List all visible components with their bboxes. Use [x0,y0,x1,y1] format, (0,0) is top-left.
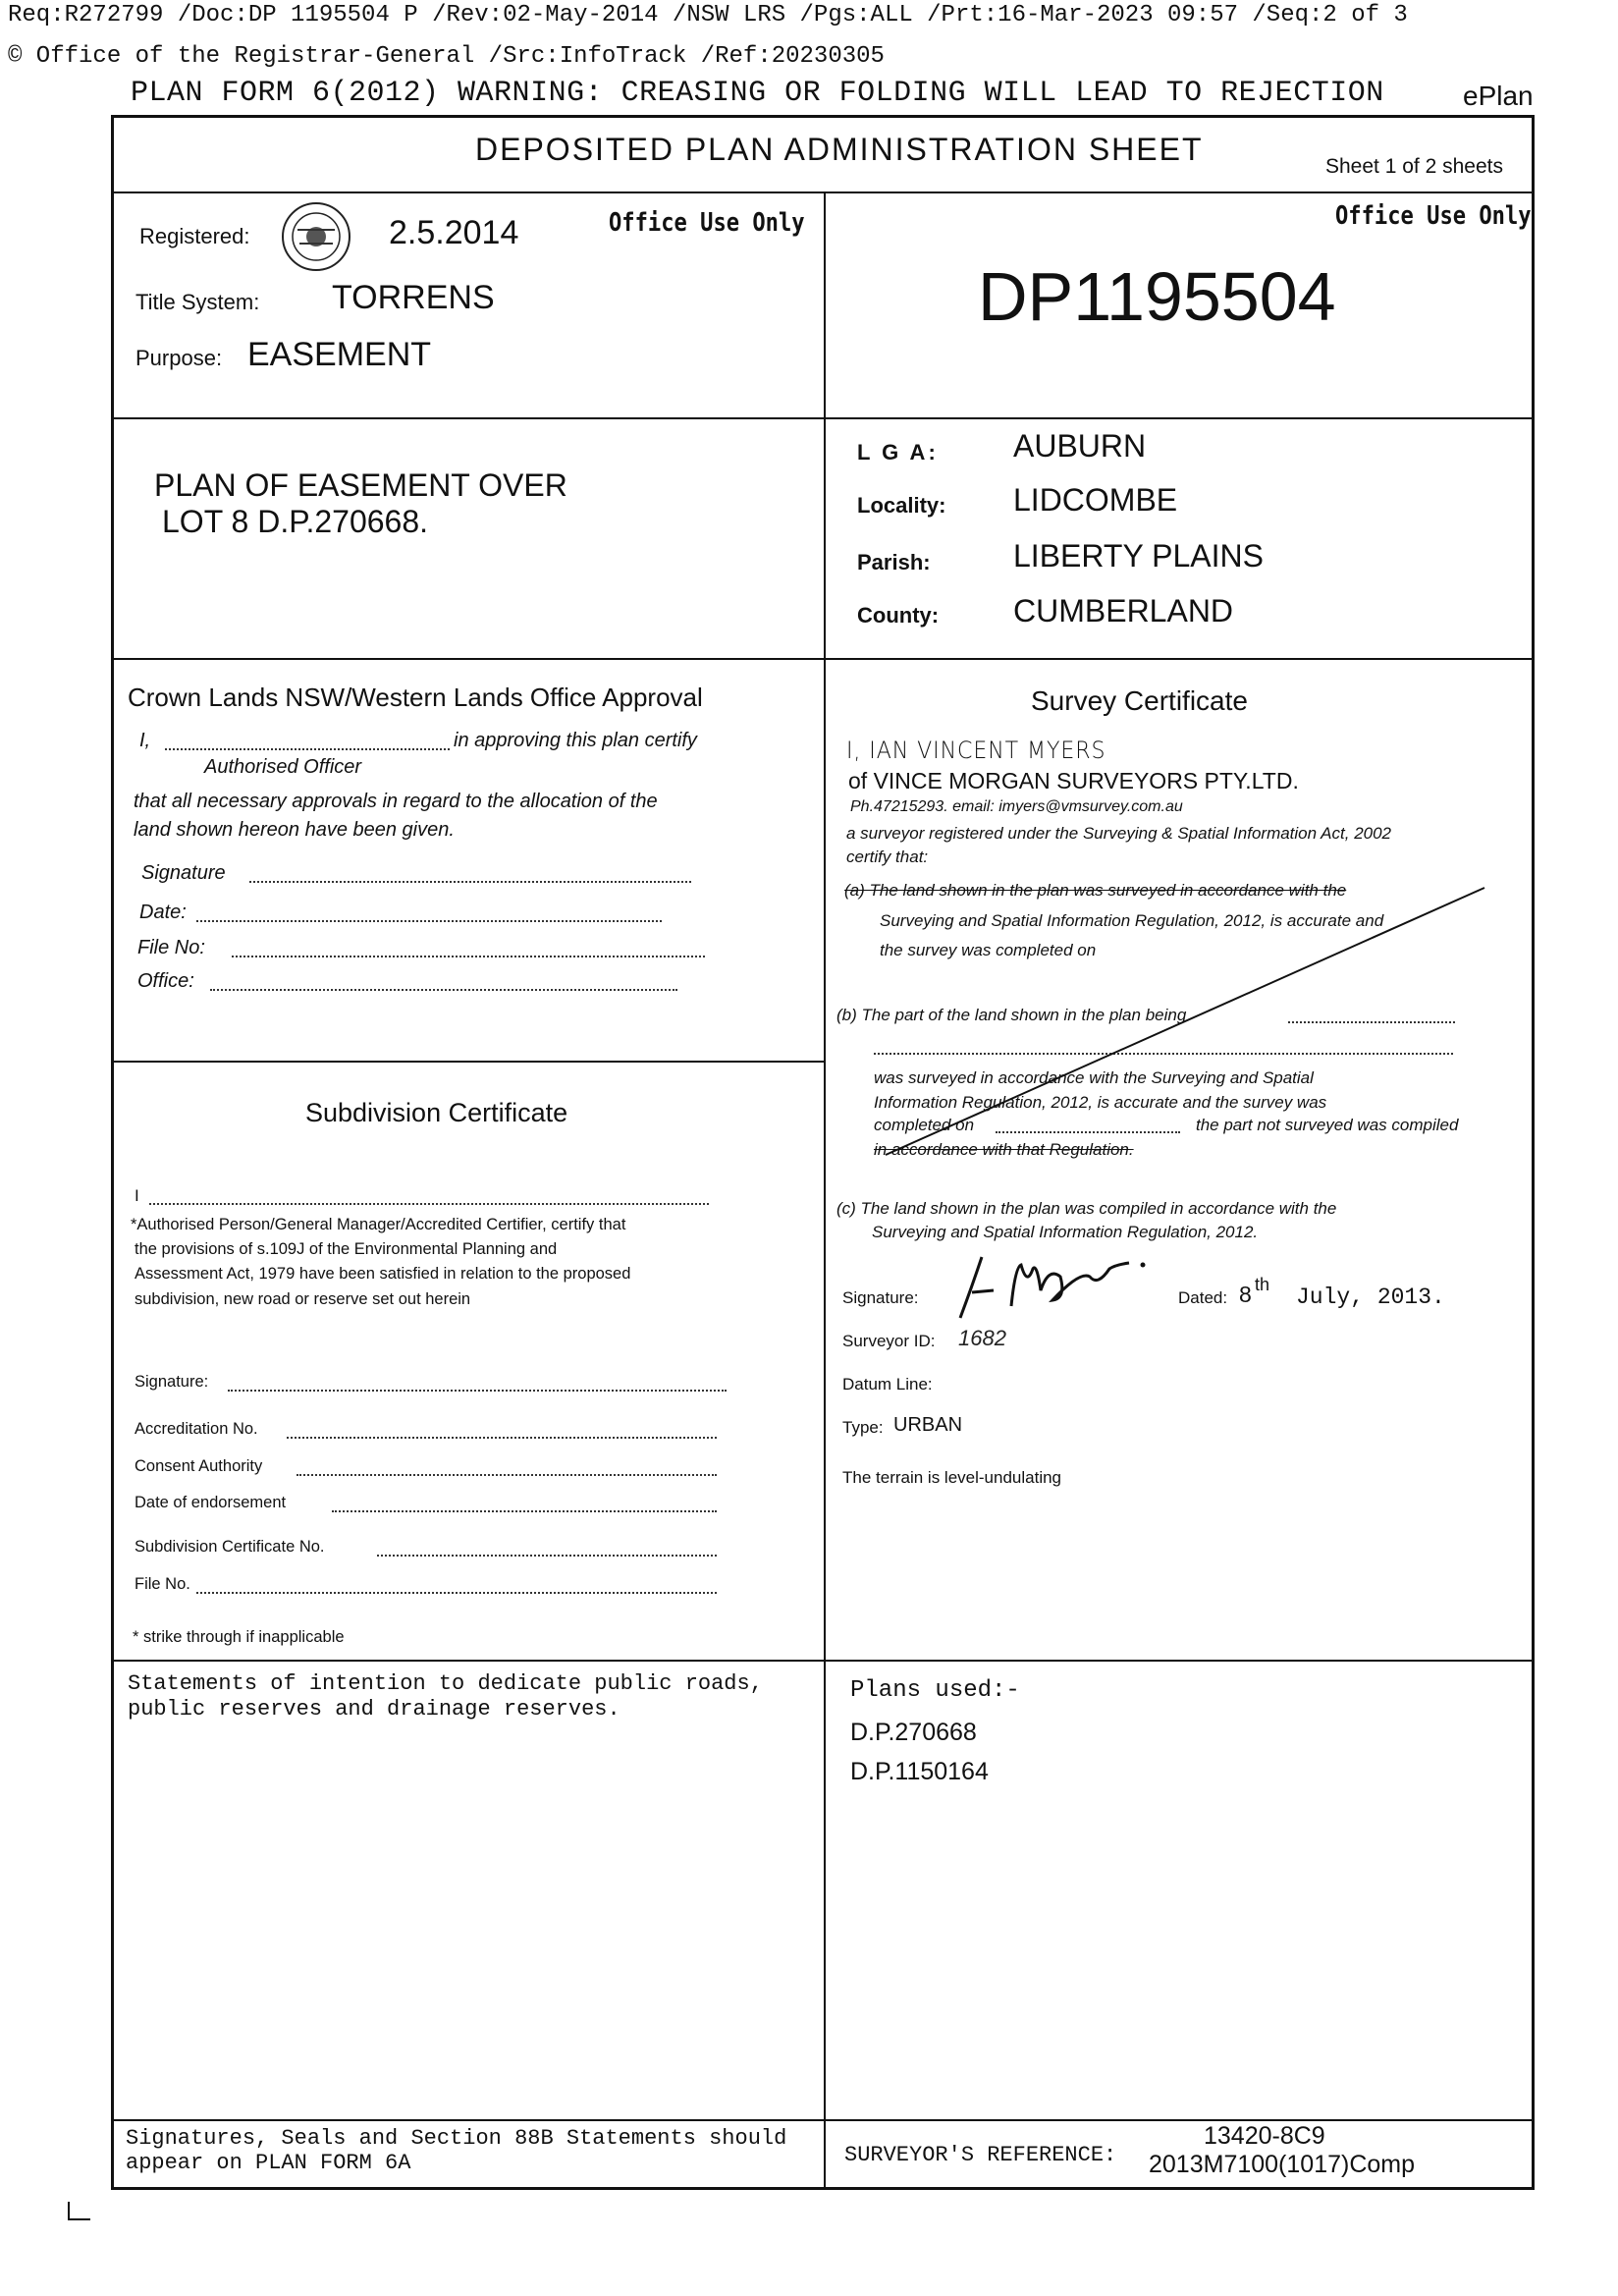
subdivision-name-field [149,1203,709,1205]
plan-number: DP1195504 [978,258,1336,335]
plans-used-item-1: D.P.270668 [850,1719,977,1746]
divider-location [111,658,1535,660]
clause-a-line3: the survey was completed on [880,941,1097,959]
plan-description-line1: PLAN OF EASEMENT OVER [154,467,567,503]
divider-footer [111,2119,1535,2121]
crown-lands-title: Crown Lands NSW/Western Lands Office Approval [128,683,703,712]
surveyor-company: of VINCE MORGAN SURVEYORS PTY.LTD. [848,768,1299,793]
sheet-title: DEPOSITED PLAN ADMINISTRATION SHEET [475,132,1204,167]
registered-date: 2.5.2014 [389,214,519,251]
office-use-only-right: Office Use Only [1335,201,1532,231]
crown-officer-field [165,748,450,750]
locality-value: LIDCOMBE [1013,482,1178,518]
surveyor-id-value: 1682 [958,1326,1006,1350]
crown-approval-line2: land shown hereon have been given. [134,819,455,841]
crown-signature-label: Signature [141,862,226,884]
subdivision-file-no-label: File No. [135,1575,190,1593]
clause-strike-through-line [825,864,1534,1178]
subdivision-i-label: I [135,1186,139,1205]
certify-that: certify that: [846,847,929,866]
subdivision-cert-no-field [377,1555,717,1557]
divider-crown [111,1061,824,1063]
divider-title [111,191,1535,193]
subdivision-file-no-field [196,1592,717,1594]
plans-used-label: Plans used:- [850,1677,1020,1704]
surveyor-signature [943,1247,1159,1326]
subdivision-para2: the provisions of s.109J of the Environmental Planning and [135,1240,558,1258]
parish-value: LIBERTY PLAINS [1013,538,1264,574]
subdivision-signature-label: Signature: [135,1373,209,1391]
purpose-label: Purpose: [135,346,223,370]
clause-b-line6: in accordance with that Regulation. [874,1140,1134,1159]
clause-b-line3: was surveyed in accordance with the Surveying and Spatial [874,1068,1314,1087]
accreditation-field [287,1437,717,1439]
crown-date-label: Date: [139,902,187,923]
crown-file-no-field [232,956,705,957]
clause-a-line2: Surveying and Spatial Information Regulation, 2012, is accurate and [880,911,1384,930]
accreditation-label: Accreditation No. [135,1420,258,1438]
copyright-header: © Office of the Registrar-General /Src:InfoTrack /Ref:20230305 [8,43,885,70]
clause-c-line2: Surveying and Spatial Information Regulation, 2012. [872,1223,1259,1241]
title-system-label: Title System: [135,290,260,314]
dated-day-suffix: th [1255,1275,1270,1294]
lga-label: L G A: [857,440,939,465]
plans-used-item-2: D.P.1150164 [850,1758,989,1785]
registrar-general-seal [278,200,354,273]
subdivision-para1: *Authorised Person/General Manager/Accredited Certifier, certify that [131,1216,626,1233]
eplan-label: ePlan [1463,81,1534,111]
clause-a-line1: (a) The land shown in the plan was surveyed in accordance with the [844,881,1347,900]
date-endorsement-field [332,1510,717,1512]
terrain-text: The terrain is level-undulating [842,1468,1062,1487]
type-label: Type: [842,1418,884,1437]
crown-date-field [196,920,662,922]
registered-label: Registered: [139,224,250,248]
date-endorsement-label: Date of endorsement [135,1494,287,1511]
corner-mark [65,2200,94,2223]
survey-certificate-title: Survey Certificate [1031,685,1248,716]
title-system-value: TORRENS [332,279,495,316]
county-label: County: [857,603,940,628]
surveyors-reference-1: 13420-8C9 [1204,2122,1325,2150]
consent-authority-field [297,1474,717,1476]
subdivision-certificate-title: Subdivision Certificate [305,1098,568,1127]
crown-office-label: Office: [137,970,194,992]
dated-value: July, 2013. [1296,1285,1445,1310]
type-value: URBAN [893,1414,963,1436]
surveyors-reference-label: SURVEYOR'S REFERENCE: [844,2143,1117,2167]
surveyor-contact: Ph.47215293. email: imyers@vmsurvey.com.au [850,798,1183,815]
plan-description-line2: LOT 8 D.P.270668. [162,504,429,539]
clause-b-line4: Information Regulation, 2012, is accurate and the survey was [874,1093,1327,1112]
lga-value: AUBURN [1013,428,1147,464]
crown-file-no-label: File No: [137,937,205,958]
surveyor-name: I, IAN VINCENT MYERS [846,737,1106,764]
dated-label: Dated: [1178,1288,1228,1307]
subdivision-cert-no-label: Subdivision Certificate No. [135,1538,325,1556]
crown-office-field [210,989,677,991]
clause-c-line1: (c) The land shown in the plan was compiled in accordance with the [836,1199,1337,1218]
purpose-value: EASEMENT [247,336,432,373]
authorised-officer-caption: Authorised Officer [204,756,362,778]
surveyor-registration: a surveyor registered under the Surveying & Spatial Information Act, 2002 [846,824,1392,843]
surveyors-reference-2: 2013M7100(1017)Comp [1149,2151,1416,2178]
subdivision-signature-field [228,1390,727,1392]
parish-label: Parish: [857,550,931,574]
divider-vertical [824,191,826,2190]
clause-b-line1: (b) The part of the land shown in the plan being [836,1006,1187,1024]
crown-i-label: I, [139,730,151,751]
crown-signature-field [249,881,691,883]
surveyor-id-label: Surveyor ID: [842,1332,936,1350]
crown-certify-text: in approving this plan certify [454,730,697,751]
office-use-only-left: Office Use Only [609,208,805,238]
consent-authority-label: Consent Authority [135,1457,263,1475]
subdivision-para4: subdivision, new road or reserve set out herein [135,1290,471,1308]
signature-label: Signature: [842,1288,919,1307]
strike-through-note: * strike through if inapplicable [133,1628,345,1646]
footer-note-line2: appear on PLAN FORM 6A [126,2151,411,2175]
sheet-count: Sheet 1 of 2 sheets [1325,155,1503,178]
crown-approval-line1: that all necessary approvals in regard to the allocation of the [134,791,658,812]
subdivision-para3: Assessment Act, 1979 have been satisfied in relation to the proposed [135,1265,631,1283]
clause-b-line5b: the part not surveyed was compiled [1196,1116,1459,1134]
statements-line1: Statements of intention to dedicate public roads, [128,1671,763,1696]
locality-label: Locality: [857,493,946,518]
clause-b-line5a: completed on [874,1116,975,1134]
divider-registration [111,417,1535,419]
statements-line2: public reserves and drainage reserves. [128,1697,620,1722]
plan-form-warning: PLAN FORM 6(2012) WARNING: CREASING OR FOLDING WILL LEAD TO REJECTION [131,77,1384,110]
dated-day: 8 [1239,1282,1252,1307]
footer-note-line1: Signatures, Seals and Section 88B Statements should [126,2126,787,2151]
county-value: CUMBERLAND [1013,593,1234,629]
document-request-header: Req:R272799 /Doc:DP 1195504 P /Rev:02-May-2014 /NSW LRS /Pgs:ALL /Prt:16-Mar-2023 09:57 /Seq:2 of 3 [8,2,1408,28]
divider-certificates [111,1660,1535,1662]
datum-line-label: Datum Line: [842,1375,933,1394]
